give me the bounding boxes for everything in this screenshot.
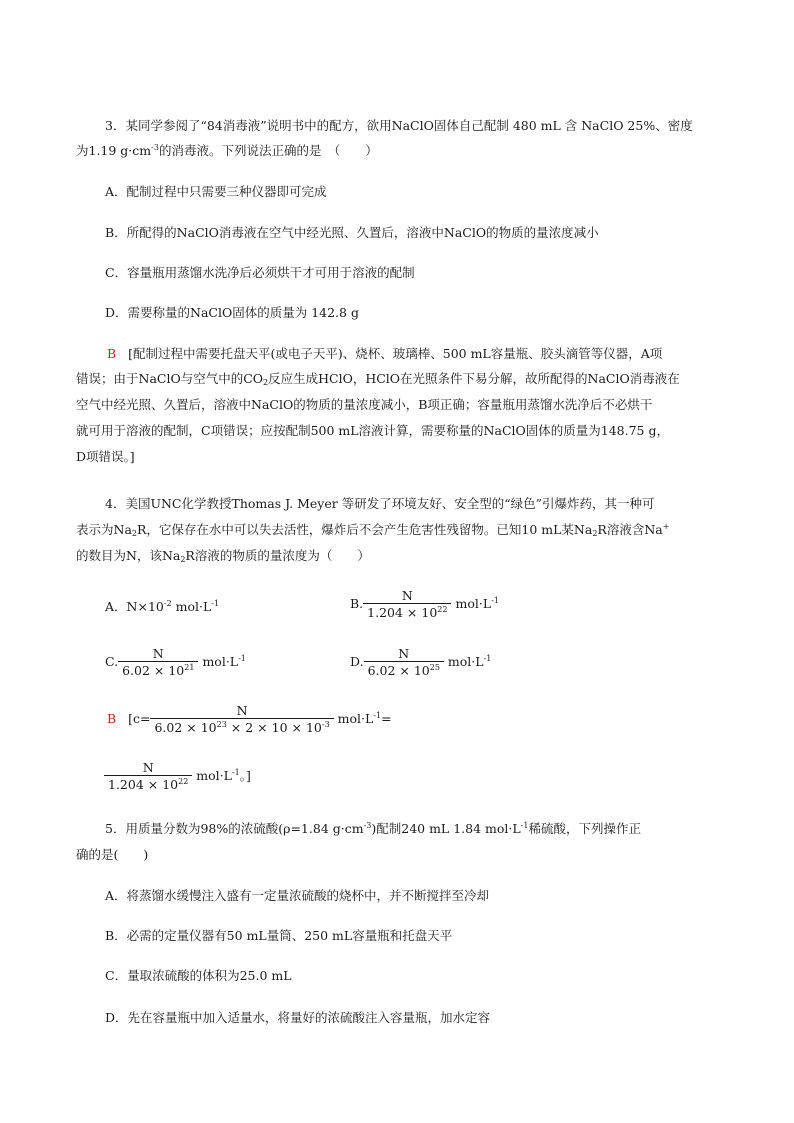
q4-option-b: B. $\frac{N}{1.204 \times 10^{22}}$ $mol\cdot L^{-1}$ — [350, 588, 499, 620]
q4-answer-letter: B — [107, 711, 117, 726]
q5-option-b: B．必需的定量仪器有50 mL量筒、250 mL容量瓶和托盘天平 — [105, 928, 453, 943]
q3-explanation-line-1: B [配制过程中需要托盘天平(或电子天平)、烧杯、玻璃棒、500 mL容量瓶、胶头滴管等仪器，A项 — [107, 346, 663, 361]
q4-explanation-fraction-1: $\frac{N}{6.02 \times 10^{23} \times 2 \times 10 \times 10^{-3}}$ — [150, 703, 333, 735]
q3-stem-line-1: 3．某同学参阅了“84消毒液”说明书中的配方，欲用NaClO固体自己配制 480 mL 含 NaClO 25%、密度 — [105, 118, 693, 133]
q3-explanation-line-3: 空气中经光照、久置后，溶液中NaClO的物质的量浓度减小，B项正确；容量瓶用蒸馏水洗净后不必烘干 — [76, 397, 653, 412]
q5-option-c: C．量取浓硫酸的体积为25.0 mL — [105, 968, 292, 983]
q4-explanation-line-1: B [c= $\frac{N}{6.02 \times 10^{23} \times 2 \times 10 \times 10^{-3}}$ $mol\cdot L^{-1}=$ — [107, 703, 392, 735]
q5-stem-line-1: 5．用质量分数为98%的浓硫酸(ρ=1.84 $g\cdot cm^{-3}$)配制240 mL 1.84 $mol\cdot L^{-1}$稀硫酸，下列操作正 — [105, 821, 641, 836]
q5-stem-line-2: 确的是( ) — [76, 847, 149, 862]
q4-stem-line-2: 表示为$Na_2R$，它保存在水中可以失去活性，爆炸后不会产生危害性残留物。已知10 mL某$Na_2R$溶液含Na+ — [76, 522, 670, 538]
q3-explanation-line-4: 就可用于溶液的配制，C项错误；应按配制500 mL溶液计算，需要称量的NaClO固体的质量为148.75 g， — [76, 423, 669, 438]
q4-explanation-fraction-2: $\frac{N}{1.204 \times 10^{22}}$ — [104, 760, 192, 792]
q3-explanation-line-2: 错误；由于NaClO与空气中的$CO_2$反应生成HClO，HClO在光照条件下易分解，故所配得的NaClO消毒液在 — [76, 371, 680, 387]
q4-explanation-line-2: $\frac{N}{1.204 \times 10^{22}}$ $mol\cdot L^{-1}$。] — [104, 760, 251, 792]
q4-option-a: A．$N\times 10^{-2}$ $mol\cdot L^{-1}$ — [105, 599, 220, 614]
q3-explanation-line-5: D项错误。] — [76, 449, 135, 464]
q4-stem-line-1: 4．美国UNC化学教授Thomas J. Meyer 等研发了环境友好、安全型的“绿色”引爆炸药，其一种可 — [105, 496, 655, 511]
q5-option-a: A．将蒸馏水缓慢注入盛有一定量浓硫酸的烧杯中，并不断搅拌至冷却 — [105, 888, 490, 903]
q4-option-b-fraction: $\frac{N}{1.204 \times 10^{22}}$ — [363, 588, 451, 620]
q3-option-d: D．需要称量的NaClO固体的质量为 142.8 g — [105, 305, 359, 320]
q5-option-d: D．先在容量瓶中加入适量水，将量好的浓硫酸注入容量瓶，加水定容 — [105, 1010, 491, 1025]
q4-option-c-fraction: $\frac{N}{6.02 \times 10^{21}}$ — [118, 646, 198, 678]
q4-option-d-fraction: $\frac{N}{6.02 \times 10^{25}}$ — [364, 646, 444, 678]
q4-stem-line-3: 的数目为N，该$Na_2R$溶液的物质的量浓度为（ ） — [76, 548, 370, 564]
q3-option-b: B．所配得的NaClO消毒液在空气中经光照、久置后，溶液中NaClO的物质的量浓度减小 — [105, 225, 599, 240]
q4-option-c: C. $\frac{N}{6.02 \times 10^{21}}$ $mol\cdot L^{-1}$ — [105, 646, 246, 678]
q3-stem-line-2: 为1.19 $g\cdot cm^{-3}$的消毒液。下列说法正确的是 （ ） — [76, 143, 378, 158]
q3-answer-letter: B — [107, 346, 117, 361]
q4-option-d: D. $\frac{N}{6.02 \times 10^{25}}$ $mol\cdot L^{-1}$ — [350, 646, 492, 678]
q3-option-c: C．容量瓶用蒸馏水洗净后必须烘干才可用于溶液的配制 — [105, 265, 415, 280]
q3-option-a: A．配制过程中只需要三种仪器即可完成 — [105, 184, 327, 199]
